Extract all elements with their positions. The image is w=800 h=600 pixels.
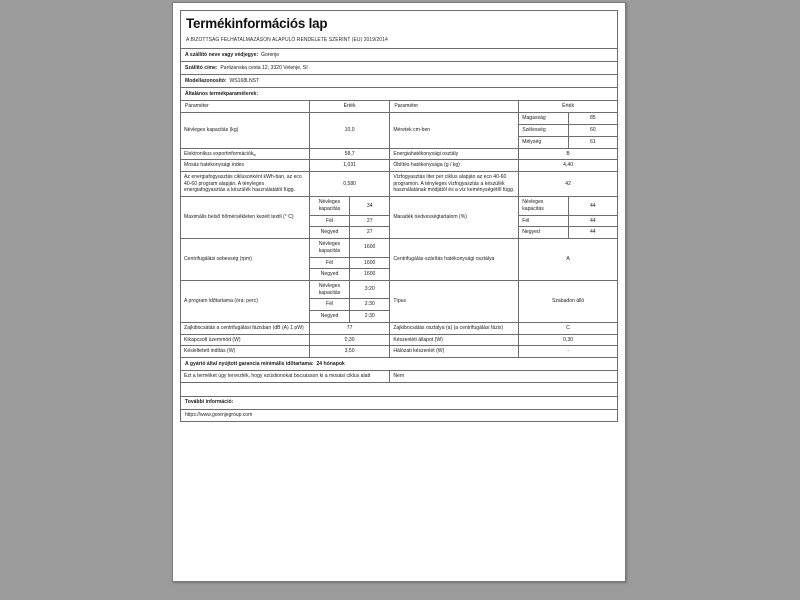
noise-value: 77 [309,322,389,334]
program-duration-rated-value: 3:20 [350,280,390,298]
capacity-value: 10,0 [309,113,389,148]
dimension-width-label: Szélesség [519,125,568,137]
residual-moisture-label: Maradék nedvességtartalom (%) [390,197,519,239]
more-info-row [181,396,618,409]
spin-speed-quarter-label: Negyed [309,269,349,281]
model-row [181,75,618,88]
spin-row-1 [181,239,618,257]
duration-row-1 [181,280,618,298]
delayedstart-network-row [181,346,618,358]
supplier-address-label: Szállító címe: [185,64,218,71]
program-duration-quarter-value: 2:30 [350,311,390,323]
more-info-label-cell [181,396,618,409]
spin-speed-quarter-value: 1600 [350,269,390,281]
rinsing-value: 4,40 [519,160,618,172]
program-duration-rated-label: Névleges kapacitás [309,280,349,298]
spacer-cell [181,382,618,396]
program-duration-label: A program időtartama (óra: perc) [181,280,310,322]
noise-class-value: C [519,322,618,334]
subtitle-row [181,35,618,49]
model-cell [181,75,618,88]
eei-energyclass-row [181,148,618,160]
program-duration-quarter-label: Negyed [309,311,349,323]
consumption-row [181,172,618,197]
type-value: Szabadon álló [519,280,618,322]
dimension-depth-value: 61 [568,136,617,148]
spin-speed-half-label: Fél [309,257,349,269]
max-temp-label: Maximális belső hőmérsékleten kezelt textil (° C) [181,197,310,239]
supplier-address-cell [181,62,618,75]
product-information-sheet-page [172,2,626,582]
silver-ions-label: Ezt a terméket úgy tervezték, hogy ezüstionokat bocsásson ki a mosási ciklus alatt [181,370,390,382]
residual-moisture-quarter-value: 44 [568,227,617,239]
spin-class-label: Centrifugálás-szárítás hatékonysági osztálya [390,239,519,281]
type-label: Típus [390,280,519,322]
offmode-standby-row [181,334,618,346]
eei-subscript: w [253,153,256,157]
product-info-table [180,10,618,422]
supplier-address-value: Partizanska cesta 12, 3320 Velenje, SI [220,64,308,71]
delayed-start-value: 3,50 [309,346,389,358]
residual-moisture-half-value: 44 [568,215,617,227]
header-parameter-left: Paraméter [181,100,310,113]
general-parameters-heading: Általános termékparaméterek: [181,88,618,101]
column-headers-row [181,100,618,113]
dimension-height-value: 85 [568,113,617,125]
title-row [181,11,618,35]
spin-class-value: A [519,239,618,281]
water-consumption-value: 42 [519,172,618,197]
spacer-row [181,382,618,396]
max-temp-half-label: Fél [309,215,349,227]
residual-moisture-half-label: Fél [519,215,568,227]
subtitle-cell [181,35,618,49]
supplier-address-row [181,62,618,75]
silver-ions-row [181,370,618,382]
spin-speed-rated-value: 1600 [350,239,390,257]
title-cell [181,11,618,35]
off-mode-label: Kikapcsolt üzemmód (W) [181,334,310,346]
supplier-name-cell [181,49,618,62]
warranty-row [181,357,618,370]
washing-rinsing-row [181,160,618,172]
dimension-height-label: Magasság [519,113,568,125]
model-label: Modellazonosító: [185,77,227,84]
standby-label: Készenléti állapot (W) [390,334,519,346]
energy-class-label: Energiahatékonysági osztály [390,148,519,160]
supplier-name-label: A szállító neve vagy védjegye: [185,51,259,58]
more-info-label: További információ: [185,399,234,406]
general-parameters-heading-row [181,88,618,101]
off-mode-value: 0,30 [309,334,389,346]
spin-speed-half-value: 1600 [350,257,390,269]
model-value: WS168LNST [229,77,260,84]
energy-class-value: B [519,148,618,160]
max-temp-rated-label: Névleges kapacitás [309,197,349,215]
network-standby-label: Hálózati készenlét (W) [390,346,519,358]
eei-label-text: Elektronikus exportinformációk [184,150,254,157]
max-temp-half-value: 27 [350,215,390,227]
residual-moisture-quarter-label: Negyed [519,227,568,239]
washing-index-label: Mosás hatékonysági index [181,160,310,172]
residual-moisture-rated-label: Névleges kapacitás [519,197,568,215]
network-standby-value: - [519,346,618,358]
noise-label: Zajkibocsátás a centrifugálási fázisban (dB (A) 1 pW) [181,322,310,334]
warranty-label: A gyártó által nyújtott garancia minimális időtartama: [185,360,314,367]
dimension-depth-label: Mélység [519,136,568,148]
silver-ions-value: Nem [390,370,618,382]
temp-moisture-row-1 [181,197,618,215]
supplier-name-row [181,49,618,62]
rinsing-label: Öblítés hatékonysága (g / kg) [390,160,519,172]
page-title: Termékinformációs lap [186,16,328,31]
spin-speed-label: Centrifugálási sebesség (rpm) [181,239,310,281]
max-temp-quarter-value: 27 [350,227,390,239]
capacity-label: Névleges kapacitás (kg) [181,113,310,148]
max-temp-rated-value: 34 [350,197,390,215]
header-value-left: Érték [309,100,389,113]
capacity-dimensions-row-1 [181,113,618,125]
warranty-value: 24 hónapok [316,360,345,367]
spin-speed-rated-label: Névleges kapacitás [309,239,349,257]
energy-consumption-value: 0,580 [309,172,389,197]
noise-row [181,322,618,334]
max-temp-quarter-label: Negyed [309,227,349,239]
header-parameter-right: Paraméter [390,100,519,113]
manufacturer-website-link[interactable]: https://www.gorenjegroup.com [185,412,253,419]
water-consumption-label: Vízfogyasztás liter per ciklus alapján az eco 40-60 programon. A tényleges vízfogyasztás a készülék használatának módjától és a víz keménységétől függ. [390,172,519,197]
dimension-width-value: 60 [568,125,617,137]
program-duration-half-value: 2:30 [350,299,390,311]
dimensions-label: Méretek cm-ben [390,113,519,148]
eei-value: 58,7 [309,148,389,160]
program-duration-half-label: Fél [309,299,349,311]
delayed-start-label: Késleltetett indítás (W) [181,346,310,358]
energy-consumption-label: Az energiafogyasztás ciklusonként kWh-ban, az eco 40-60 program alapján. A tényleges energiafogyasztás a készülék használatától függ. [181,172,310,197]
regulation-subtitle: A BIZOTTSÁG FELHATALMAZÁSON ALAPULÓ RENDELETE SZERINT (EU) 2019/2014 [186,36,388,43]
eei-label [181,148,310,160]
washing-index-value: 1,031 [309,160,389,172]
header-value-right: Érték [519,100,618,113]
residual-moisture-rated-value: 44 [568,197,617,215]
supplier-name-value: Gorenje [260,51,280,58]
standby-value: 0,30 [519,334,618,346]
more-info-url-cell[interactable] [181,409,618,422]
more-info-url-row [181,409,618,422]
warranty-cell [181,357,618,370]
noise-class-label: Zajkibocsátás osztálya (a) (a centrifugálási fázis) [390,322,519,334]
